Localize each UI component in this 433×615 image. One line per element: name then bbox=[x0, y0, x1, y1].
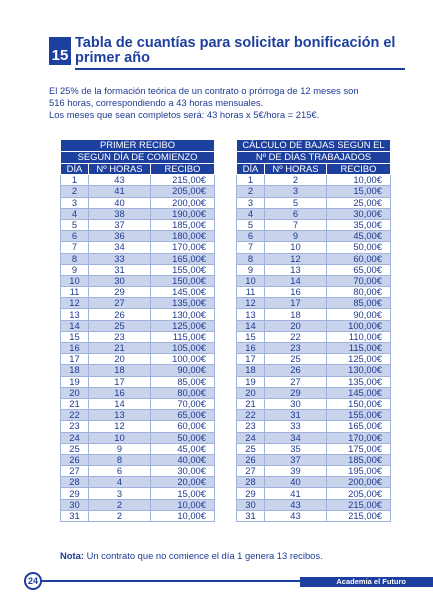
table-row bbox=[61, 432, 215, 443]
intro-line-1: El 25% de la formación teórica de un contrato o prórroga de 12 meses son bbox=[49, 85, 359, 96]
cell-horas: 30 bbox=[89, 275, 151, 286]
table-row bbox=[61, 186, 215, 197]
cell-dia: 18 bbox=[61, 365, 89, 376]
table-row bbox=[61, 264, 215, 275]
cell-recibo: 170,00€ bbox=[151, 242, 215, 253]
table-row bbox=[237, 387, 391, 398]
cell-dia: 21 bbox=[61, 398, 89, 409]
section-title: Tabla de cuantías para solicitar bonificación el primer año bbox=[75, 36, 405, 70]
cell-recibo: 65,00€ bbox=[327, 264, 391, 275]
cell-recibo: 85,00€ bbox=[327, 298, 391, 309]
cell-recibo: 195,00€ bbox=[327, 466, 391, 477]
table1-header-line1: PRIMER RECIBO bbox=[61, 140, 215, 152]
table-row bbox=[237, 421, 391, 432]
cell-recibo: 110,00€ bbox=[327, 331, 391, 342]
cell-dia: 20 bbox=[237, 387, 265, 398]
intro-paragraph bbox=[49, 85, 399, 122]
cell-recibo: 135,00€ bbox=[327, 376, 391, 387]
table-row bbox=[61, 376, 215, 387]
cell-recibo: 60,00€ bbox=[151, 421, 215, 432]
cell-recibo: 215,00€ bbox=[327, 510, 391, 521]
table-row bbox=[237, 231, 391, 242]
cell-dia: 31 bbox=[61, 510, 89, 521]
cell-dia: 7 bbox=[61, 242, 89, 253]
cell-dia: 11 bbox=[61, 287, 89, 298]
cell-dia: 20 bbox=[61, 387, 89, 398]
cell-dia: 16 bbox=[61, 343, 89, 354]
cell-recibo: 150,00€ bbox=[327, 398, 391, 409]
cell-horas: 22 bbox=[265, 331, 327, 342]
cell-dia: 5 bbox=[237, 219, 265, 230]
cell-recibo: 135,00€ bbox=[151, 298, 215, 309]
table-row bbox=[61, 175, 215, 186]
cell-horas: 25 bbox=[89, 320, 151, 331]
cell-dia: 22 bbox=[237, 410, 265, 421]
cell-recibo: 130,00€ bbox=[327, 365, 391, 376]
table-row bbox=[237, 354, 391, 365]
cell-horas: 30 bbox=[265, 398, 327, 409]
cell-dia: 27 bbox=[237, 466, 265, 477]
cell-dia: 10 bbox=[61, 275, 89, 286]
table1-col-recibo: RECIBO bbox=[151, 164, 215, 175]
table-row bbox=[61, 488, 215, 499]
cell-dia: 9 bbox=[61, 264, 89, 275]
cell-recibo: 10,00€ bbox=[151, 499, 215, 510]
cell-horas: 37 bbox=[265, 454, 327, 465]
cell-horas: 7 bbox=[265, 219, 327, 230]
cell-recibo: 30,00€ bbox=[327, 208, 391, 219]
cell-recibo: 200,00€ bbox=[327, 477, 391, 488]
cell-recibo: 15,00€ bbox=[151, 488, 215, 499]
cell-dia: 24 bbox=[237, 432, 265, 443]
cell-horas: 12 bbox=[265, 253, 327, 264]
footnote bbox=[60, 550, 323, 561]
table2-col-horas: Nº HORAS bbox=[265, 164, 327, 175]
cell-dia: 25 bbox=[237, 443, 265, 454]
cell-dia: 3 bbox=[61, 197, 89, 208]
table1-col-dia: DÍA bbox=[61, 164, 89, 175]
table-row bbox=[61, 466, 215, 477]
cell-horas: 31 bbox=[265, 410, 327, 421]
cell-horas: 25 bbox=[265, 354, 327, 365]
cell-horas: 27 bbox=[89, 298, 151, 309]
table-row bbox=[61, 197, 215, 208]
cell-recibo: 180,00€ bbox=[151, 231, 215, 242]
cell-recibo: 60,00€ bbox=[327, 253, 391, 264]
cell-recibo: 90,00€ bbox=[151, 365, 215, 376]
cell-dia: 18 bbox=[237, 365, 265, 376]
cell-horas: 12 bbox=[89, 421, 151, 432]
table-row bbox=[61, 499, 215, 510]
cell-dia: 22 bbox=[61, 410, 89, 421]
cell-dia: 25 bbox=[61, 443, 89, 454]
table-row bbox=[237, 365, 391, 376]
cell-recibo: 25,00€ bbox=[327, 197, 391, 208]
cell-dia: 29 bbox=[61, 488, 89, 499]
cell-recibo: 130,00€ bbox=[151, 309, 215, 320]
table-row bbox=[61, 287, 215, 298]
cell-dia: 19 bbox=[237, 376, 265, 387]
cell-dia: 5 bbox=[61, 219, 89, 230]
footnote-text: Un contrato que no comience el día 1 genera 13 recibos. bbox=[83, 550, 323, 561]
cell-horas: 33 bbox=[89, 253, 151, 264]
cell-dia: 23 bbox=[61, 421, 89, 432]
cell-horas: 10 bbox=[265, 242, 327, 253]
table-row bbox=[61, 454, 215, 465]
footer-brand: Academia el Futuro bbox=[300, 577, 433, 587]
table2-header-line1: CÁLCULO DE BAJAS SEGÚN EL bbox=[237, 140, 391, 152]
cell-recibo: 150,00€ bbox=[151, 275, 215, 286]
table1-header-line2: SEGÚN DÍA DE COMIENZO bbox=[61, 152, 215, 164]
cell-horas: 43 bbox=[89, 175, 151, 186]
table-row bbox=[237, 488, 391, 499]
cell-recibo: 20,00€ bbox=[151, 477, 215, 488]
cell-horas: 13 bbox=[265, 264, 327, 275]
cell-horas: 9 bbox=[89, 443, 151, 454]
cell-recibo: 190,00€ bbox=[151, 208, 215, 219]
cell-horas: 18 bbox=[89, 365, 151, 376]
cell-recibo: 125,00€ bbox=[151, 320, 215, 331]
intro-line-3: Los meses que sean completos será: 43 horas x 5€/hora = 215€. bbox=[49, 109, 320, 121]
table-row bbox=[61, 242, 215, 253]
cell-recibo: 105,00€ bbox=[151, 343, 215, 354]
cell-dia: 3 bbox=[237, 197, 265, 208]
cell-dia: 11 bbox=[237, 287, 265, 298]
cell-dia: 30 bbox=[61, 499, 89, 510]
cell-dia: 14 bbox=[237, 320, 265, 331]
cell-dia: 4 bbox=[61, 208, 89, 219]
cell-recibo: 185,00€ bbox=[151, 219, 215, 230]
cell-horas: 16 bbox=[265, 287, 327, 298]
cell-dia: 13 bbox=[237, 309, 265, 320]
footnote-label: Nota: bbox=[60, 550, 84, 561]
page-number: 24 bbox=[24, 572, 42, 590]
table-row bbox=[61, 275, 215, 286]
cell-recibo: 165,00€ bbox=[327, 421, 391, 432]
table1-col-horas: Nº HORAS bbox=[89, 164, 151, 175]
cell-horas: 3 bbox=[265, 186, 327, 197]
cell-recibo: 115,00€ bbox=[327, 343, 391, 354]
table-row bbox=[61, 410, 215, 421]
cell-horas: 10 bbox=[89, 432, 151, 443]
table-row bbox=[61, 510, 215, 521]
cell-horas: 9 bbox=[265, 231, 327, 242]
cell-dia: 23 bbox=[237, 421, 265, 432]
cell-recibo: 80,00€ bbox=[327, 287, 391, 298]
table-row bbox=[237, 275, 391, 286]
cell-recibo: 10,00€ bbox=[151, 510, 215, 521]
cell-recibo: 85,00€ bbox=[151, 376, 215, 387]
cell-recibo: 215,00€ bbox=[327, 499, 391, 510]
table-row bbox=[61, 477, 215, 488]
table-row bbox=[237, 510, 391, 521]
cell-dia: 1 bbox=[237, 175, 265, 186]
cell-recibo: 175,00€ bbox=[327, 443, 391, 454]
cell-horas: 39 bbox=[265, 466, 327, 477]
cell-horas: 41 bbox=[265, 488, 327, 499]
cell-dia: 14 bbox=[61, 320, 89, 331]
cell-recibo: 165,00€ bbox=[151, 253, 215, 264]
cell-horas: 34 bbox=[265, 432, 327, 443]
cell-dia: 21 bbox=[237, 398, 265, 409]
table-row bbox=[237, 454, 391, 465]
cell-recibo: 115,00€ bbox=[151, 331, 215, 342]
cell-horas: 38 bbox=[89, 208, 151, 219]
section-number-badge: 15 bbox=[49, 37, 71, 65]
table-row bbox=[237, 477, 391, 488]
cell-dia: 19 bbox=[61, 376, 89, 387]
cell-horas: 36 bbox=[89, 231, 151, 242]
cell-recibo: 205,00€ bbox=[327, 488, 391, 499]
cell-dia: 31 bbox=[237, 510, 265, 521]
cell-dia: 6 bbox=[237, 231, 265, 242]
table-row bbox=[237, 466, 391, 477]
cell-recibo: 90,00€ bbox=[327, 309, 391, 320]
cell-horas: 3 bbox=[89, 488, 151, 499]
cell-horas: 2 bbox=[89, 499, 151, 510]
cell-recibo: 145,00€ bbox=[327, 387, 391, 398]
cell-dia: 8 bbox=[61, 253, 89, 264]
cell-dia: 2 bbox=[237, 186, 265, 197]
table-row bbox=[61, 443, 215, 454]
cell-dia: 30 bbox=[237, 499, 265, 510]
cell-recibo: 100,00€ bbox=[327, 320, 391, 331]
table-row bbox=[237, 287, 391, 298]
cell-horas: 4 bbox=[89, 477, 151, 488]
table-row bbox=[237, 253, 391, 264]
table-row bbox=[237, 376, 391, 387]
cell-dia: 15 bbox=[237, 331, 265, 342]
table-row bbox=[61, 309, 215, 320]
cell-recibo: 205,00€ bbox=[151, 186, 215, 197]
cell-horas: 29 bbox=[89, 287, 151, 298]
cell-recibo: 40,00€ bbox=[151, 454, 215, 465]
table-row bbox=[237, 432, 391, 443]
cell-dia: 26 bbox=[237, 454, 265, 465]
cell-horas: 29 bbox=[265, 387, 327, 398]
table-row bbox=[61, 219, 215, 230]
table-row bbox=[237, 443, 391, 454]
table-row bbox=[61, 421, 215, 432]
cell-recibo: 80,00€ bbox=[151, 387, 215, 398]
table-row bbox=[237, 197, 391, 208]
cell-dia: 13 bbox=[61, 309, 89, 320]
table-row bbox=[61, 253, 215, 264]
cell-horas: 16 bbox=[89, 387, 151, 398]
cell-horas: 2 bbox=[89, 510, 151, 521]
cell-horas: 20 bbox=[265, 320, 327, 331]
cell-dia: 27 bbox=[61, 466, 89, 477]
table-row bbox=[61, 343, 215, 354]
intro-line-2: 516 horas, correspondiendo a 43 horas mensuales. bbox=[49, 97, 264, 109]
table-row bbox=[237, 343, 391, 354]
cell-horas: 13 bbox=[89, 410, 151, 421]
cell-dia: 17 bbox=[237, 354, 265, 365]
cell-horas: 23 bbox=[89, 331, 151, 342]
cell-recibo: 185,00€ bbox=[327, 454, 391, 465]
first-receipt-table bbox=[60, 139, 215, 522]
cell-dia: 12 bbox=[61, 298, 89, 309]
cell-recibo: 70,00€ bbox=[327, 275, 391, 286]
cell-horas: 14 bbox=[89, 398, 151, 409]
cell-recibo: 50,00€ bbox=[327, 242, 391, 253]
cell-horas: 41 bbox=[89, 186, 151, 197]
cell-horas: 33 bbox=[265, 421, 327, 432]
table2-header-line2: Nº DE DÍAS TRABAJADOS bbox=[237, 152, 391, 164]
table-row bbox=[237, 320, 391, 331]
table-row bbox=[61, 208, 215, 219]
table-row bbox=[237, 309, 391, 320]
cell-horas: 43 bbox=[265, 510, 327, 521]
table2-col-recibo: RECIBO bbox=[327, 164, 391, 175]
table-row bbox=[61, 298, 215, 309]
table-row bbox=[61, 387, 215, 398]
cell-recibo: 155,00€ bbox=[327, 410, 391, 421]
cell-horas: 31 bbox=[89, 264, 151, 275]
cell-recibo: 15,00€ bbox=[327, 186, 391, 197]
cell-recibo: 100,00€ bbox=[151, 354, 215, 365]
cell-recibo: 65,00€ bbox=[151, 410, 215, 421]
cell-horas: 26 bbox=[265, 365, 327, 376]
cell-horas: 40 bbox=[89, 197, 151, 208]
cell-recibo: 45,00€ bbox=[327, 231, 391, 242]
cell-recibo: 30,00€ bbox=[151, 466, 215, 477]
table-row bbox=[237, 242, 391, 253]
cell-horas: 20 bbox=[89, 354, 151, 365]
cell-dia: 16 bbox=[237, 343, 265, 354]
table-row bbox=[237, 264, 391, 275]
table1-body bbox=[61, 175, 215, 522]
cell-recibo: 145,00€ bbox=[151, 287, 215, 298]
table2-col-dia: DÍA bbox=[237, 164, 265, 175]
table-row bbox=[237, 298, 391, 309]
cell-horas: 35 bbox=[265, 443, 327, 454]
cell-dia: 10 bbox=[237, 275, 265, 286]
cell-recibo: 155,00€ bbox=[151, 264, 215, 275]
cell-dia: 26 bbox=[61, 454, 89, 465]
table-row bbox=[61, 398, 215, 409]
table-row bbox=[237, 410, 391, 421]
cell-recibo: 170,00€ bbox=[327, 432, 391, 443]
cell-recibo: 215,00€ bbox=[151, 175, 215, 186]
cell-dia: 8 bbox=[237, 253, 265, 264]
table-row bbox=[237, 208, 391, 219]
cell-recibo: 35,00€ bbox=[327, 219, 391, 230]
cell-recibo: 50,00€ bbox=[151, 432, 215, 443]
cell-dia: 17 bbox=[61, 354, 89, 365]
cell-recibo: 10,00€ bbox=[327, 175, 391, 186]
table-row bbox=[237, 499, 391, 510]
cell-horas: 26 bbox=[89, 309, 151, 320]
sick-leave-calc-table bbox=[236, 139, 391, 522]
cell-horas: 14 bbox=[265, 275, 327, 286]
cell-dia: 9 bbox=[237, 264, 265, 275]
cell-dia: 7 bbox=[237, 242, 265, 253]
cell-dia: 15 bbox=[61, 331, 89, 342]
table-row bbox=[237, 398, 391, 409]
cell-horas: 21 bbox=[89, 343, 151, 354]
cell-horas: 27 bbox=[265, 376, 327, 387]
table-row bbox=[237, 331, 391, 342]
cell-horas: 40 bbox=[265, 477, 327, 488]
table-row bbox=[237, 219, 391, 230]
cell-horas: 6 bbox=[265, 208, 327, 219]
cell-horas: 23 bbox=[265, 343, 327, 354]
cell-horas: 18 bbox=[265, 309, 327, 320]
cell-horas: 2 bbox=[265, 175, 327, 186]
cell-horas: 5 bbox=[265, 197, 327, 208]
cell-horas: 17 bbox=[265, 298, 327, 309]
cell-dia: 6 bbox=[61, 231, 89, 242]
cell-dia: 24 bbox=[61, 432, 89, 443]
cell-horas: 37 bbox=[89, 219, 151, 230]
cell-dia: 28 bbox=[237, 477, 265, 488]
table2-body bbox=[237, 175, 391, 522]
table-row bbox=[61, 365, 215, 376]
table-row bbox=[61, 231, 215, 242]
table-row bbox=[61, 320, 215, 331]
table-row bbox=[237, 175, 391, 186]
cell-dia: 1 bbox=[61, 175, 89, 186]
cell-horas: 6 bbox=[89, 466, 151, 477]
cell-recibo: 70,00€ bbox=[151, 398, 215, 409]
cell-recibo: 125,00€ bbox=[327, 354, 391, 365]
cell-horas: 8 bbox=[89, 454, 151, 465]
cell-recibo: 45,00€ bbox=[151, 443, 215, 454]
table-row bbox=[61, 354, 215, 365]
table-row bbox=[61, 331, 215, 342]
cell-horas: 17 bbox=[89, 376, 151, 387]
table-row bbox=[237, 186, 391, 197]
cell-dia: 29 bbox=[237, 488, 265, 499]
cell-horas: 43 bbox=[265, 499, 327, 510]
cell-dia: 2 bbox=[61, 186, 89, 197]
cell-dia: 12 bbox=[237, 298, 265, 309]
cell-horas: 34 bbox=[89, 242, 151, 253]
cell-dia: 28 bbox=[61, 477, 89, 488]
cell-recibo: 200,00€ bbox=[151, 197, 215, 208]
cell-dia: 4 bbox=[237, 208, 265, 219]
